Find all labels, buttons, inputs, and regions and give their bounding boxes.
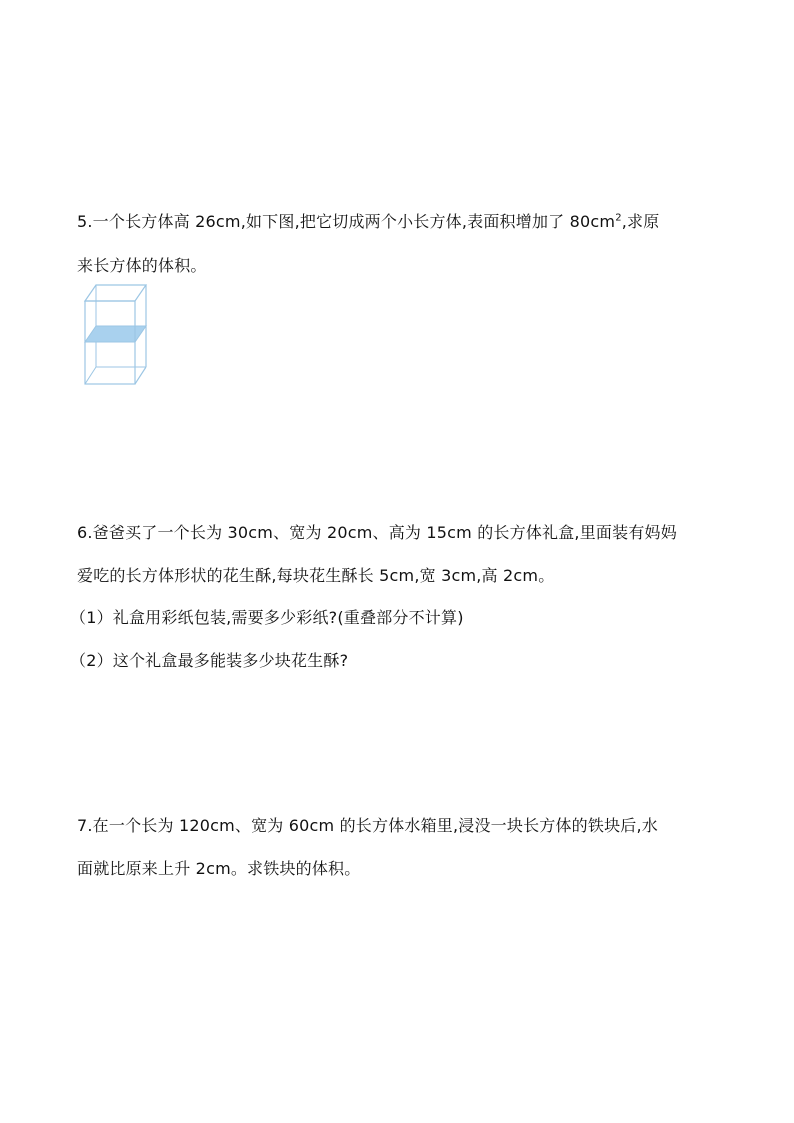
q5-line-1	[77, 211, 659, 233]
q5-line-1-end: ,求原	[621, 212, 660, 231]
cuboid-right-edge	[135, 367, 146, 384]
q5-superscript: 2	[615, 212, 622, 224]
cut-plane	[85, 326, 146, 342]
cuboid-hidden-edge	[85, 367, 96, 384]
cuboid-figure	[82, 283, 150, 387]
q6-sub-question-1: （1）礼盒用彩纸包装,需要多少彩纸?(重叠部分不计算)	[70, 608, 464, 627]
q6-line-1: 6.爸爸买了一个长为 30cm、宽为 20cm、高为 15cm 的长方体礼盒,里面装有妈妈	[77, 523, 677, 542]
q5-line-2: 来长方体的体积。	[77, 256, 207, 275]
cuboid-top-face	[85, 285, 146, 301]
q5-line-1-text: 5.一个长方体高 26cm,如下图,把它切成两个小长方体,表面积增加了 80cm	[77, 212, 616, 231]
q6-line-2: 爱吃的长方体形状的花生酥,每块花生酥长 5cm,宽 3cm,高 2cm。	[77, 566, 555, 585]
q7-line-2: 面就比原来上升 2cm。求铁块的体积。	[77, 859, 361, 878]
q6-sub-question-2: （2）这个礼盒最多能装多少块花生酥?	[70, 651, 349, 670]
q7-line-1: 7.在一个长为 120cm、宽为 60cm 的长方体水箱里,浸没一块长方体的铁块后,水	[77, 816, 658, 835]
